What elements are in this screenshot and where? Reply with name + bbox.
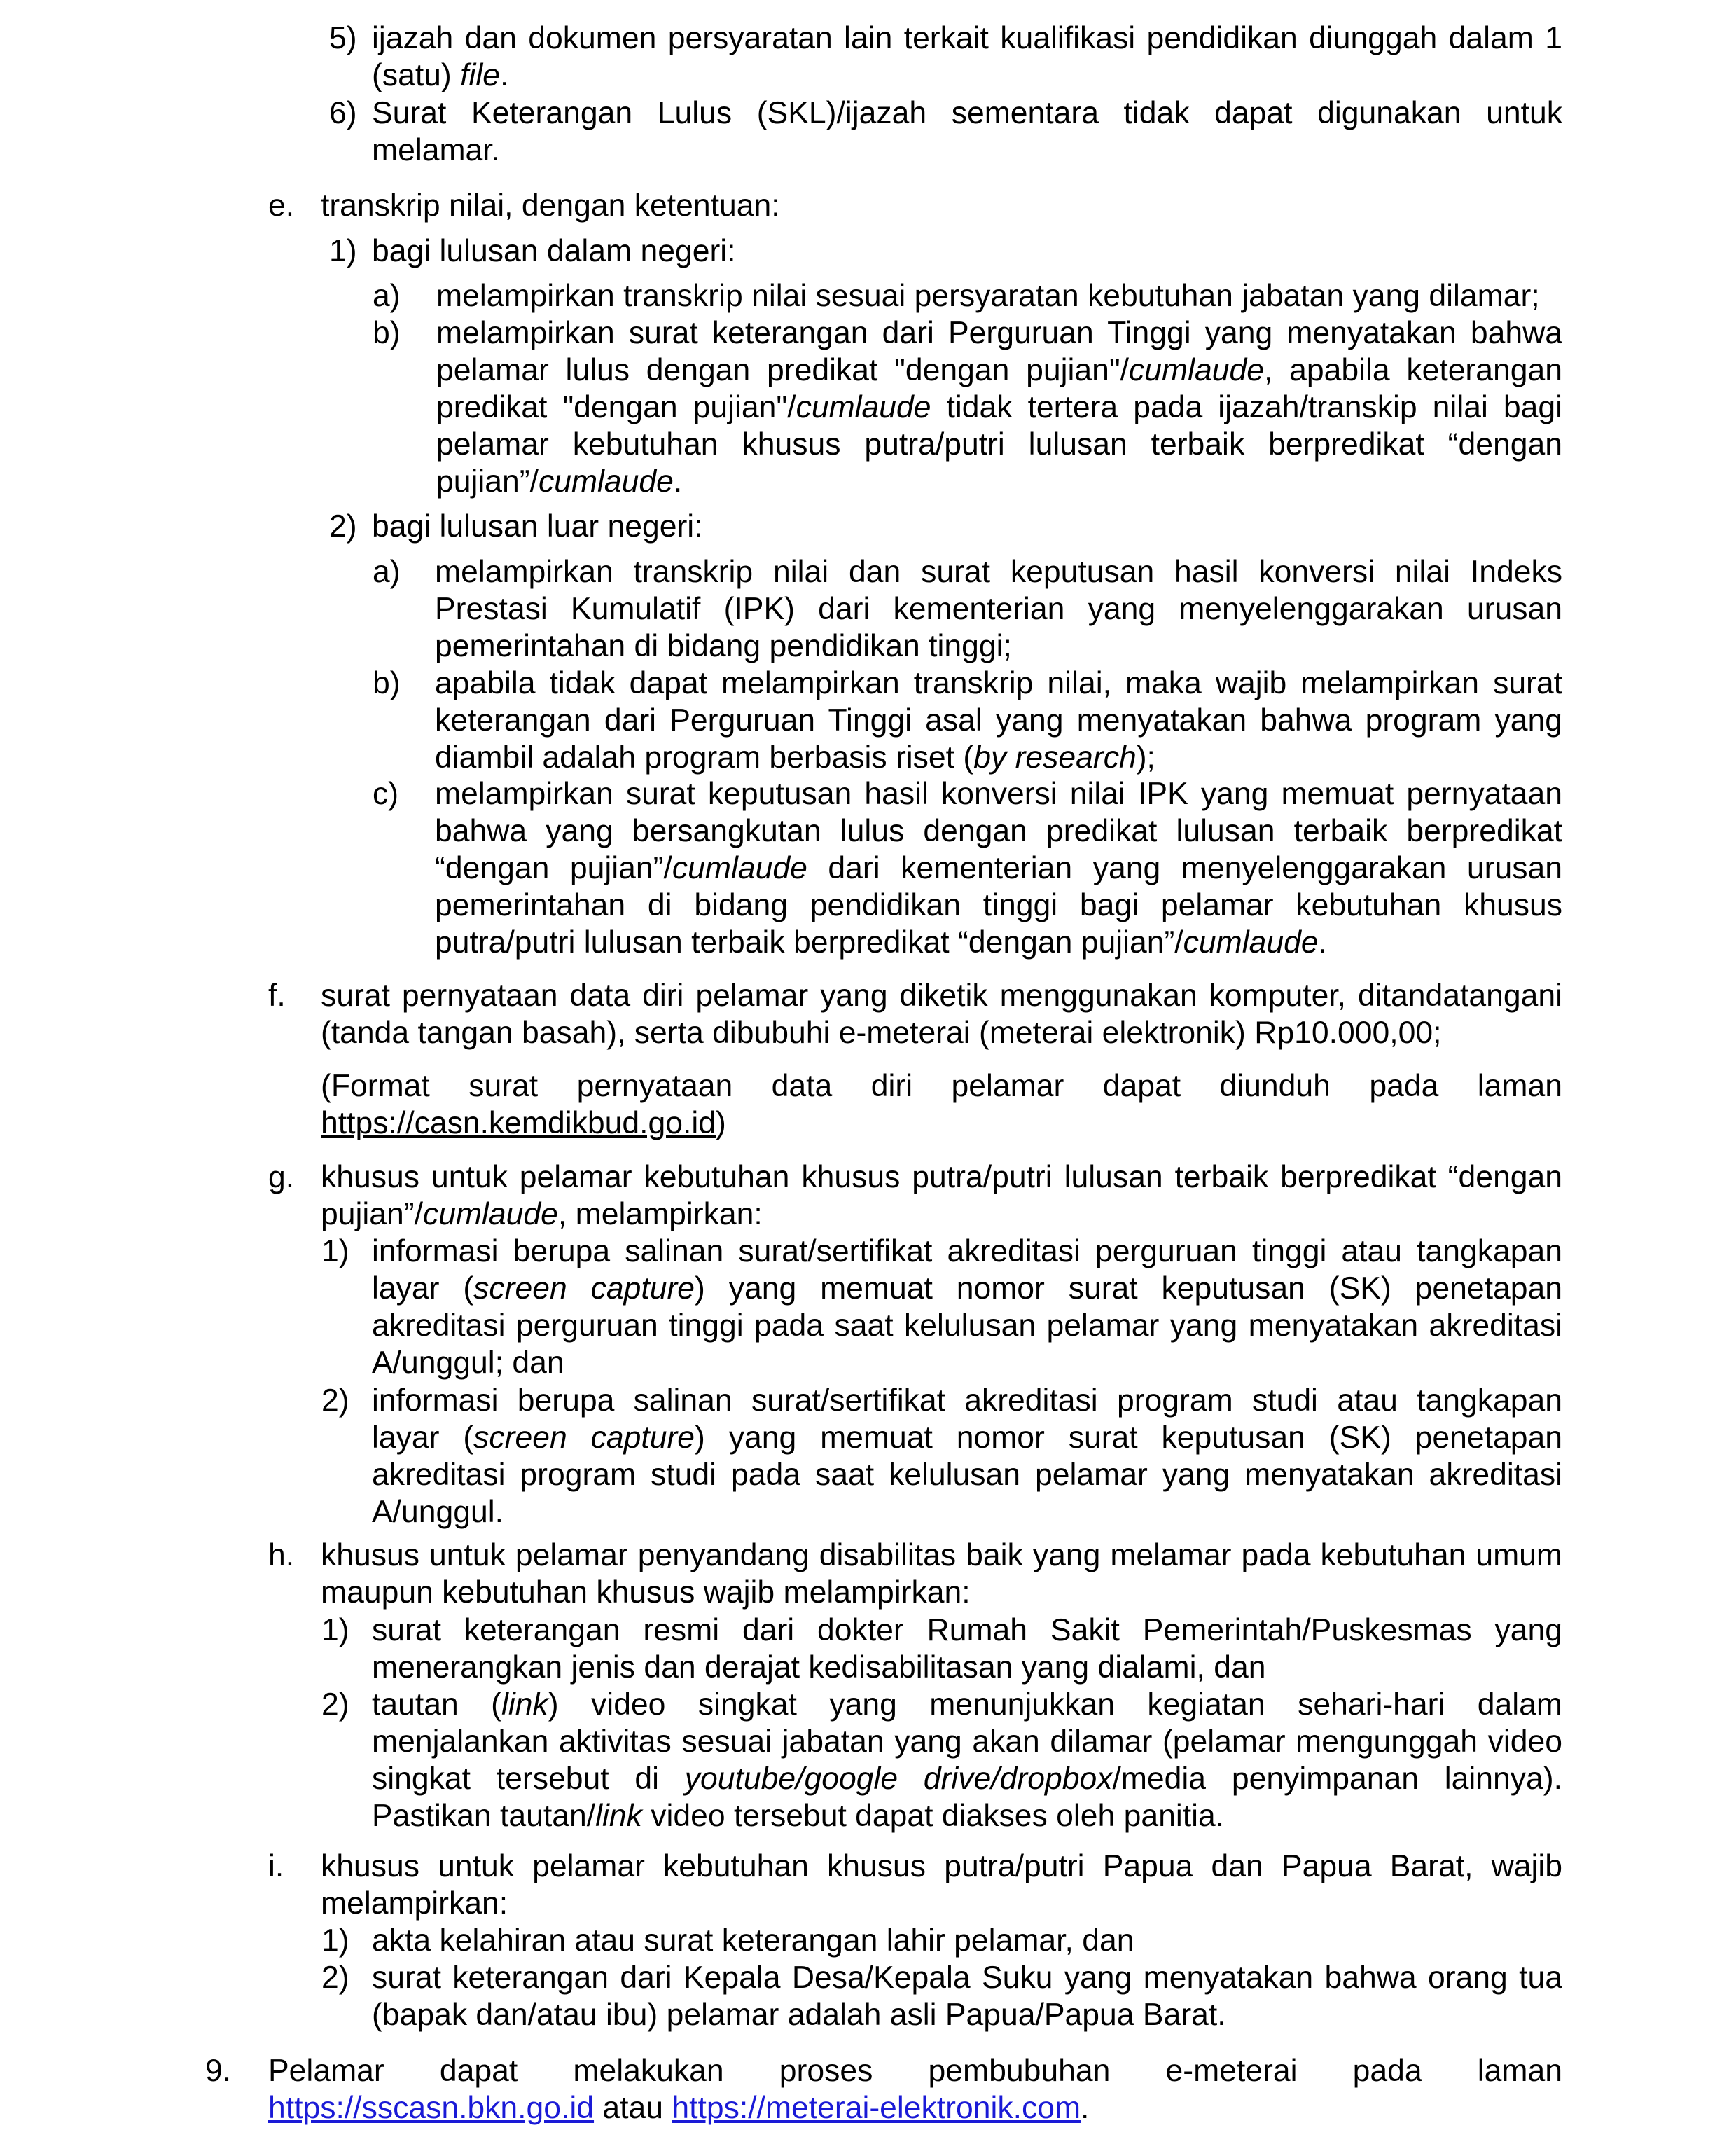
list-marker: b) — [373, 666, 401, 700]
list-marker: 1) — [329, 234, 357, 268]
list-item-text: bagi lulusan luar negeri: — [372, 509, 703, 544]
list-item-text: Surat Keterangan Lulus (SKL)/ijazah sementara tidak dapat digunakan untuk melamar. — [372, 96, 1562, 167]
list-marker: e. — [268, 188, 295, 223]
list-item-text: ijazah dan dokumen persyaratan lain terkait kualifikasi pendidikan diunggah dalam 1 (satu) file. — [372, 21, 1562, 92]
list-marker: c) — [373, 777, 399, 811]
sscasn-link[interactable]: https://sscasn.bkn.go.id — [268, 2091, 595, 2125]
list-item-text: tautan (link) video singkat yang menunjukkan kegiatan sehari-hari dalam menjalankan aktivitas sesuai jabatan yang akan dilamar (pelamar mengunggah video singkat tersebut di youtube/google drive/dropbox/media penyimpanan lainnya). Pastikan tautan/link video tersebut dapat diakses oleh panitia. — [372, 1687, 1562, 1833]
list-item-text: bagi lulusan dalam negeri: — [372, 234, 736, 268]
list-marker: g. — [268, 1160, 295, 1194]
list-item-text: melampirkan transkrip nilai dan surat keputusan hasil konversi nilai Indeks Prestasi Kumulatif (IPK) dari kementerian yang menyelenggarakan urusan pemerintahan di bidang pendidikan tinggi; — [435, 555, 1562, 663]
list-item-text: surat pernyataan data diri pelamar yang diketik menggunakan komputer, ditandatangani (tanda tangan basah), serta dibubuhi e-meterai (meterai elektronik) Rp10.000,00; — [321, 978, 1562, 1050]
format-note: (Format surat pernyataan data diri pelamar dapat diunduh pada laman https://casn.kemdikbud.go.id) — [321, 1069, 1562, 1140]
list-item-text: apabila tidak dapat melampirkan transkrip nilai, maka wajib melampirkan surat keterangan dari Perguruan Tinggi asal yang menyatakan bahwa program yang diambil adalah program berbasis riset (by research); — [435, 666, 1562, 775]
list-marker: 6) — [329, 96, 357, 130]
list-item-text: melampirkan transkrip nilai sesuai persyaratan kebutuhan jabatan yang dilamar; — [436, 279, 1540, 313]
meterai-elektronik-link[interactable]: https://meterai-elektronik.com — [672, 2091, 1081, 2125]
list-item-text: melampirkan surat keterangan dari Perguruan Tinggi yang menyatakan bahwa pelamar lulus dengan predikat "dengan pujian"/cumlaude, apabila keterangan predikat "dengan pujian"/cumlaude tidak tertera pada ijazah/transkip nilai bagi pelamar kebutuhan khusus putra/putri lulusan terbaik berpredikat “dengan pujian”/cumlaude. — [436, 316, 1562, 499]
list-marker: 2) — [321, 1687, 349, 1722]
list-item-text: Pelamar dapat melakukan proses pembubuhan e-meterai pada laman https://sscasn.bkn.go.id atau https://meterai-elektronik.com. — [268, 2054, 1562, 2125]
list-marker: f. — [268, 978, 286, 1013]
list-marker: 1) — [321, 1923, 349, 1958]
list-marker: 2) — [329, 509, 357, 544]
list-marker: i. — [268, 1849, 284, 1883]
list-marker: a) — [373, 279, 401, 313]
casn-kemdikbud-link[interactable]: https://casn.kemdikbud.go.id — [321, 1106, 716, 1140]
list-item-text: khusus untuk pelamar kebutuhan khusus putra/putri Papua dan Papua Barat, wajib melampirkan: — [321, 1849, 1562, 1921]
list-item-text: khusus untuk pelamar kebutuhan khusus putra/putri lulusan terbaik berpredikat “dengan pujian”/cumlaude, melampirkan: — [321, 1160, 1562, 1231]
list-marker: 1) — [321, 1234, 349, 1268]
list-item-text: khusus untuk pelamar penyandang disabilitas baik yang melamar pada kebutuhan umum maupun kebutuhan khusus wajib melampirkan: — [321, 1538, 1562, 1610]
list-item-text: transkrip nilai, dengan ketentuan: — [321, 188, 780, 223]
list-marker: b) — [373, 316, 401, 350]
list-item-text: akta kelahiran atau surat keterangan lahir pelamar, dan — [372, 1923, 1134, 1958]
list-marker: 1) — [321, 1613, 349, 1647]
list-marker: 2) — [321, 1960, 349, 1995]
list-item-text: informasi berupa salinan surat/sertifikat akreditasi perguruan tinggi atau tangkapan layar (screen capture) yang memuat nomor surat keputusan (SK) penetapan akreditasi perguruan tinggi pada saat kelulusan pelamar yang menyatakan akreditasi A/unggul; dan — [372, 1234, 1562, 1380]
list-item-text: melampirkan surat keputusan hasil konversi nilai IPK yang memuat pernyataan bahwa yang bersangkutan lulus dengan predikat lulusan terbaik berpredikat “dengan pujian”/cumlaude dari kementerian yang menyelenggarakan urusan pemerintahan di bidang pendidikan tinggi bagi pelamar kebutuhan khusus putra/putri lulusan terbaik berpredikat “dengan pujian”/cumlaude. — [435, 777, 1562, 960]
list-marker: h. — [268, 1538, 295, 1572]
list-item-text: surat keterangan dari Kepala Desa/Kepala Suku yang menyatakan bahwa orang tua (bapak dan/atau ibu) pelamar adalah asli Papua/Papua Barat. — [372, 1960, 1562, 2032]
list-marker: 9. — [205, 2054, 232, 2088]
list-marker: 2) — [321, 1383, 349, 1418]
list-marker: a) — [373, 555, 401, 589]
list-marker: 5) — [329, 21, 357, 55]
list-item-text: informasi berupa salinan surat/sertifikat akreditasi program studi atau tangkapan layar (screen capture) yang memuat nomor surat keputusan (SK) penetapan akreditasi program studi pada saat kelulusan pelamar yang menyatakan akreditasi A/unggul. — [372, 1383, 1562, 1529]
list-item-text: surat keterangan resmi dari dokter Rumah Sakit Pemerintah/Puskesmas yang menerangkan jenis dan derajat kedisabilitasan yang dialami, dan — [372, 1613, 1562, 1685]
